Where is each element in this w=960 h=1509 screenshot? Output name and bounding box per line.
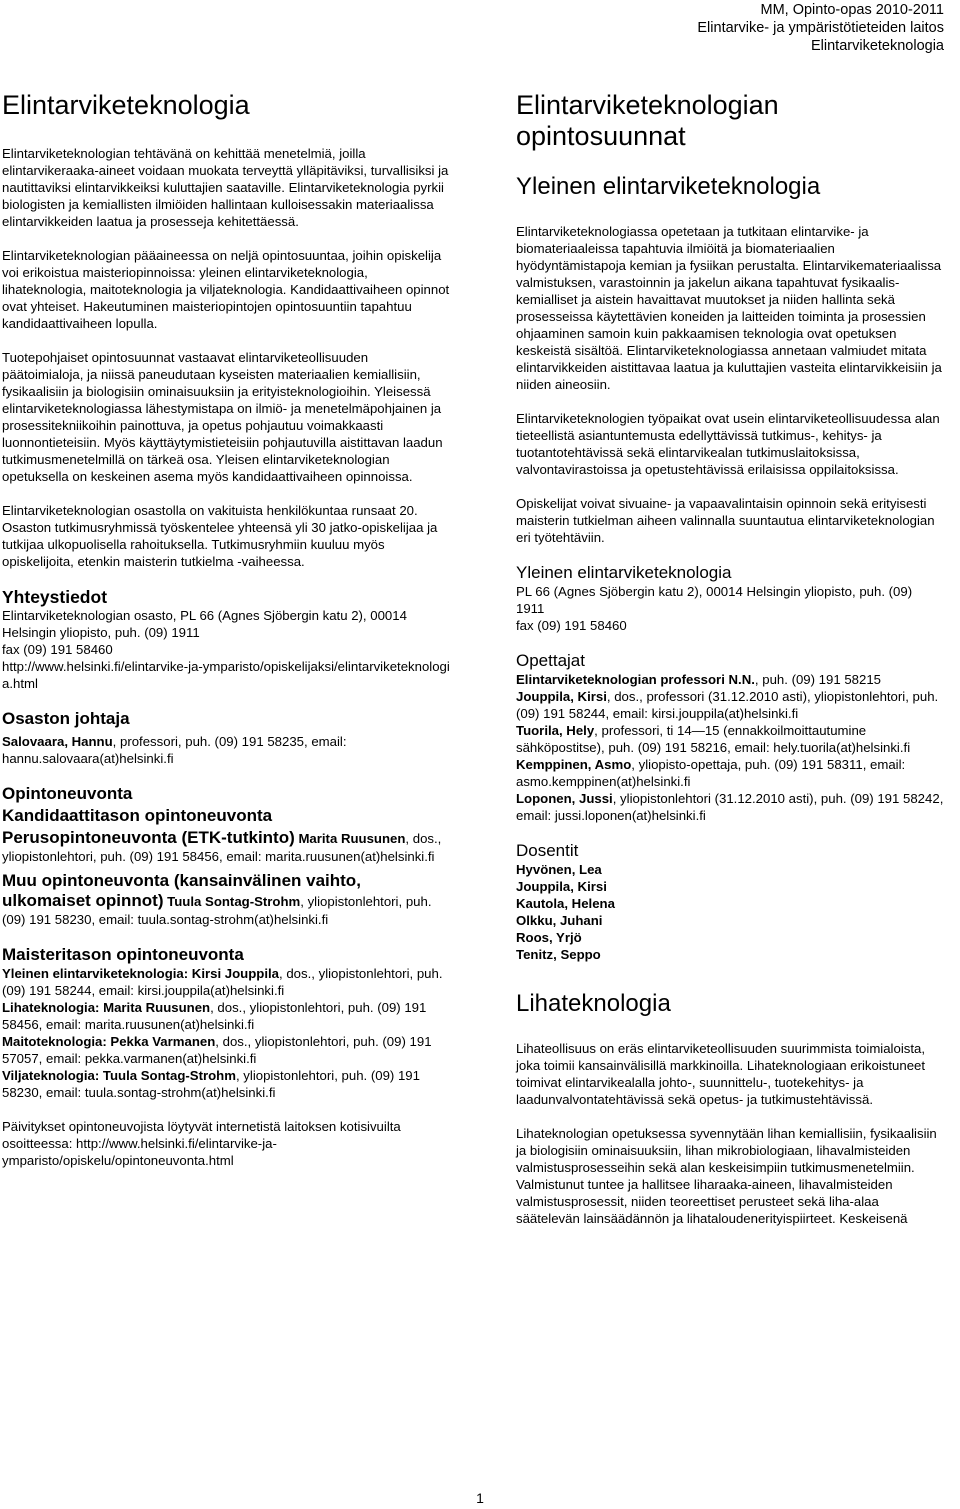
bachelor-guidance-heading: Kandidaattitason opintoneuvonta (2, 806, 273, 825)
contact-fax: fax (09) 191 58460 (2, 642, 113, 657)
basic-guidance-name: Marita Ruusunen (298, 831, 406, 846)
teacher-1 (516, 671, 944, 688)
docent-item: Roos, Yrjö (516, 930, 582, 945)
teacher-3-name: Tuorila, Hely (516, 723, 595, 738)
contact-url[interactable]: http://www.helsinki.fi/elintarvike-ja-ymparisto/opiskelijaksi/elintarviketeknologia.html (2, 659, 450, 691)
staff-paragraph: Elintarviketeknologian osastolla on vakituista henkilökuntaa runsaat 20. Osaston tutkimusryhmissä työskentelee yhteensä yli 30 jatko-opiskelijaa ja tutkijaa ulkopuolisella rahoituksella. Tutkimusryhmiin kuuluu myös opiskelijoita, etenkin maisterin tutkielma -vaiheessa. (2, 503, 438, 569)
teacher-4-name: Kemppinen, Asmo (516, 757, 632, 772)
department-head-info (2, 733, 452, 767)
basic-guidance-heading: Perusopintoneuvonta (ETK-tutkinto) (2, 828, 295, 847)
general-track-paragraph-2: Elintarviketeknologien työpaikat ovat usein elintarviketeollisuudessa alan tieteellistä asiantuntemusta edellyttävissä tutkimus-, kehitys- ja tuotantotehtävissä sekä elintarvikealan tutkimuslaitoksissa, valvontavirastoissa ja opetustehtävissä erilaisissa oppilaitoksissa. (516, 411, 940, 477)
master-guidance-2 (2, 999, 452, 1033)
docent-item: Hyvönen, Lea (516, 862, 602, 877)
department-head-details: , professori, puh. (09) 191 58235, email: hannu.salovaara(at)helsinki.fi (2, 734, 347, 766)
header-line-2: Elintarvike- ja ympäristötieteiden laitos (697, 20, 944, 36)
meat-track-paragraph-2: Lihateknologian opetuksessa syvennytään lihan kemiallisiin, fysikaalisiin ja biologisiin ominaisuuksiin, lihan mikrobiologiaan, lihavalmisteiden valmistusprosesseihin sekä alan keskeisimpiin tutkimusmenetelmiin. Valmistunut tuntee ja hallitsee liharaaka-aineen, lihavalmisteiden valmistusprosessit, niiden teoreettiset perusteet sekä liha-alaa säätelevän lainsäädännön ja lihataloudenerityispiirteet. Keskeisenä (516, 1126, 937, 1226)
intro-paragraph: Elintarviketeknologian tehtävänä on kehittää menetelmiä, joilla elintarvikeraaka-aineet voidaan muokata terveyttä ylläpitäviksi, turvallisiksi ja nautittaviksi elintarvikkeiksi kuluttajien saataville. Elintarviketeknologia pyrkii biologisten ja kemiallisten ilmiöiden hallintaan kulloisessakin materiaalissa elintarvikkeiden laatua ja prosesseja kehitettäessä. (2, 146, 449, 229)
general-track-title: Yleinen elintarviketeknologia (516, 173, 821, 200)
teacher-1-name: Elintarviketeknologian professori N.N. (516, 672, 755, 687)
docent-item: Olkku, Juhani (516, 913, 603, 928)
master-guidance-2-name: Lihateknologia: Marita Ruusunen (2, 1000, 211, 1015)
tracks-paragraph: Tuotepohjaiset opintosuunnat vastaavat elintarviketeollisuuden päätoimialoja, ja niissä paneudutaan kyseisten materiaalien kemiallisiin, fysikaalisiin ja biologisiin ominaisuuksiin ja erityisteknologioihin. Yleisessä elintarviketeknologiassa lähestymistapa on ilmiö- ja menetelmäpohjainen ja prosessitekniikoihin painottuva, ja opetus pohjautuu voimakkaasti luonnontieteisiin. Myös käyttäytymistieteisiin pohjautuvilla aistittavan laadun tutkimusmenetelmillä on tärkeä osa. Yleisen elintarviketeknologian opetuksella on keskeinen asema myös kandidaattivaiheen opinnoissa. (2, 350, 443, 484)
general-track-paragraph-1: Elintarviketeknologiassa opetetaan ja tutkitaan elintarvike- ja biomateriaaleissa tapahtuvia ilmiöitä ja biomateriaalien hyödyntämistapoja kemian ja fysiikan perustalta. Elintarvikemateriaalissa valmistuksen, varastoinnin ja jakelun aikana tapahtuvat fysikaalis-kemialliset ja aistein havaittavat muutokset ja niiden hallinta sekä prosesseissa käytettävien koneiden ja laitteiden toiminta ja prosessien ohjaaminen samoin kuin pakkaamisen teknologia ovat opetuksen keskeistä sisältöä. Elintarviketeknologiassa annetaan valmiudet mitata elintarvikkeiden aistittavaa laatua ja kuluttajien vasteita elintarvikkeisiin ja niiden aineosiin. (516, 224, 942, 392)
basic-guidance-info (2, 828, 452, 865)
general-track-address: PL 66 (Agnes Sjöbergin katu 2), 00014 Helsingin yliopisto, puh. (09) 1911 (516, 584, 913, 616)
master-guidance-4-name: Viljateknologia: Tuula Sontag-Strohm (2, 1068, 236, 1083)
updates-note: Päivitykset opintoneuvojista löytyvät internetistä laitoksen kotisivuilta osoitteessa: http://www.helsinki.fi/elintarvike-ja-ymparisto/opiskelu/opintoneuvonta.html (2, 1119, 401, 1168)
teacher-3 (516, 722, 944, 756)
docent-item: Tenitz, Seppo (516, 947, 601, 962)
general-track-paragraph-3: Opiskelijat voivat sivuaine- ja vapaavalintaisin opinnoin sekä erityisesti maisterin tutkielman aiheen valinnalla suuntautua elintarviketeknologian eri työtehtäviin. (516, 496, 935, 545)
general-track-address-heading: Yleinen elintarviketeknologia (516, 563, 732, 582)
docents-heading: Dosentit (516, 841, 579, 860)
master-guidance-4-details: , yliopistonlehtori, puh. (09) 191 58230, email: tuula.sontag-strohm(at)helsinki.fi (2, 1068, 420, 1100)
guidance-heading: Opintoneuvonta (2, 784, 133, 803)
other-guidance-heading: Muu opintoneuvonta (kansainvälinen vaihto, ulkomaiset opinnot) (2, 871, 361, 910)
teacher-3-details: , professori, ti 14—15 (ennakkoilmoittautumine sähköpostitse), puh. (09) 191 58216, email: hely.tuorila(at)helsinki.fi (516, 723, 911, 755)
teacher-4-details: , yliopisto-opettaja, puh. (09) 191 58311, email: asmo.kemppinen(at)helsinki.fi (516, 757, 906, 789)
contact-heading: Yhteystiedot (2, 587, 108, 607)
other-guidance-details: , yliopistonlehtori, puh. (09) 191 58230, email: tuula.sontag-strohm(at)helsinki.fi (2, 894, 432, 927)
master-guidance-1-details: , dos., yliopistonlehtori, puh. (09) 191 58244, email: kirsi.jouppila(at)helsinki.fi (2, 966, 443, 998)
teacher-2 (516, 688, 944, 722)
docent-item: Kautola, Helena (516, 896, 615, 911)
master-guidance-heading: Maisteritason opintoneuvonta (2, 945, 244, 964)
teacher-4 (516, 756, 944, 790)
master-guidance-3 (2, 1033, 452, 1067)
master-guidance-1-name: Yleinen elintarviketeknologia: Kirsi Jouppila (2, 966, 280, 981)
master-guidance-1 (2, 965, 452, 999)
basic-guidance-details: , dos., yliopistonlehtori, puh. (09) 191 58456, email: marita.ruusunen(at)helsinki.fi (2, 831, 442, 864)
running-header (697, 1, 944, 55)
meat-track-title: Lihateknologia (516, 990, 671, 1017)
contact-address: Elintarviketeknologian osasto, PL 66 (Agnes Sjöbergin katu 2), 00014 Helsingin yliopisto, puh. (09) 1911 (2, 608, 407, 640)
master-guidance-3-name: Maitoteknologia: Pekka Varmanen (2, 1034, 216, 1049)
header-line-1: MM, Opinto-opas 2010-2011 (760, 2, 944, 18)
teacher-2-details: , dos., professori (31.12.2010 asti), yliopistonlehtori, puh. (09) 191 58244, email: kirsi.jouppila(at)helsinki.fi (516, 689, 939, 721)
left-column (2, 86, 452, 1186)
tracks-title: Elintarviketeknologian opintosuunnat (516, 90, 779, 151)
teachers-heading: Opettajat (516, 651, 585, 670)
docent-item: Jouppila, Kirsi (516, 879, 607, 894)
department-head-name: Salovaara, Hannu (2, 734, 113, 749)
other-guidance-info (2, 871, 452, 928)
general-track-fax: fax (09) 191 58460 (516, 618, 627, 633)
master-guidance-2-details: , dos., yliopistonlehtori, puh. (09) 191 58456, email: marita.ruusunen(at)helsinki.fi (2, 1000, 427, 1032)
docents-list (516, 861, 944, 963)
other-guidance-name: Tuula Sontag-Strohm (167, 894, 301, 909)
major-paragraph: Elintarviketeknologian pääaineessa on neljä opintosuuntaa, joihin opiskelija voi erikoistua maisteriopinnoissa: yleinen elintarviketeknologia, lihateknologia, maitoteknologia ja viljateknologia. Kandidaattivaiheen opinnot ovat yhteiset. Hakeutuminen maisteriopintojen opintosuuntiin tapahtuu kandidaattivaiheen lopulla. (2, 248, 450, 331)
right-column (516, 86, 944, 1244)
teacher-5-details: , yliopistonlehtori (31.12.2010 asti), puh. (09) 191 58242, email: jussi.loponen(at)helsinki.fi (516, 791, 944, 823)
teacher-5-name: Loponen, Jussi (516, 791, 613, 806)
master-guidance-3-details: , dos., yliopistonlehtori, puh. (09) 191 57057, email: pekka.varmanen(at)helsinki.fi (2, 1034, 432, 1066)
master-guidance-4 (2, 1067, 452, 1101)
page-title: Elintarviketeknologia (2, 90, 250, 120)
header-line-3: Elintarviketeknologia (811, 38, 944, 54)
department-head-heading: Osaston johtaja (2, 709, 130, 728)
teacher-1-details: , puh. (09) 191 58215 (754, 672, 882, 687)
teacher-5 (516, 790, 944, 824)
page-number: 1 (476, 1490, 484, 1506)
teacher-2-name: Jouppila, Kirsi (516, 689, 607, 704)
meat-track-paragraph-1: Lihateollisuus on eräs elintarviketeollisuuden suurimmista toimialoista, joka toimii kansainvälisillä markkinoilla. Lihateknologiaan erikoistuneet toimivat elintarvikealalla johto-, suunnittelu-, tuotekehitys- ja laadunvalvontatehtävissä sekä opetus- ja tutkimustehtävissä. (516, 1041, 926, 1107)
